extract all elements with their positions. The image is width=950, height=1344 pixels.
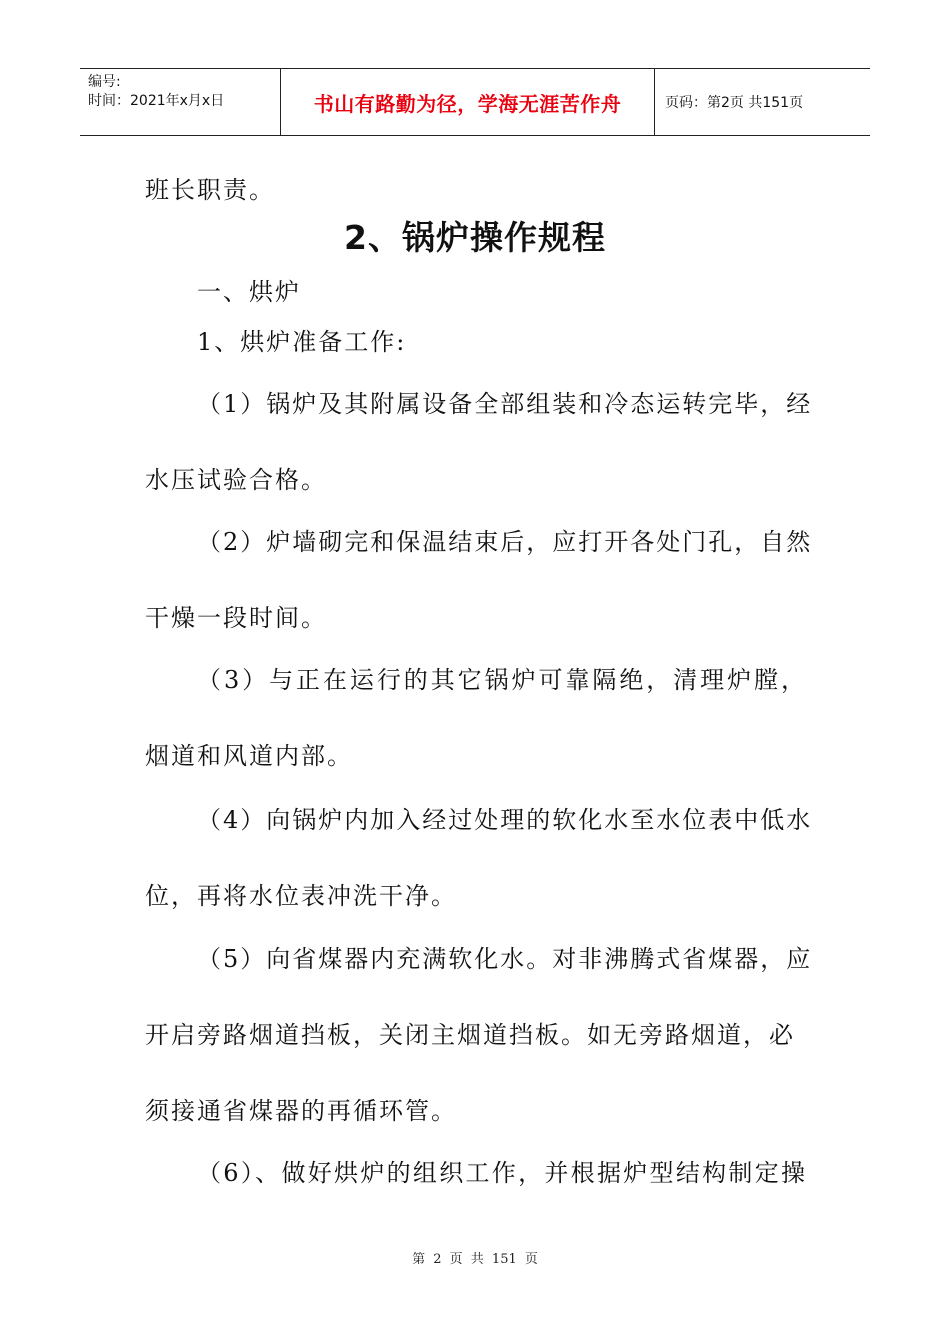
item-2-first-line: （2）炉墙砌完和保温结束后，应打开各处门孔，自然 — [197, 528, 813, 556]
item-3-first-line: （3）与正在运行的其它锅炉可靠隔绝，清理炉膛， — [197, 666, 807, 694]
header-motto: 书山有路勤为径，学海无涯苦作舟 — [281, 69, 655, 135]
intro-line: 班长职责。 — [145, 176, 275, 204]
item-3-continuation: 烟道和风道内部。 — [145, 742, 353, 770]
page-footer: 第 2 页 共 151 页 — [412, 1252, 538, 1267]
document-time-label: 时间：2021年x月x日 — [88, 93, 225, 109]
item-5-continuation-1: 开启旁路烟道挡板，关闭主烟道挡板。如无旁路烟道，必 — [145, 1021, 795, 1049]
item-4-first-line: （4）向锅炉内加入经过处理的软化水至水位表中低水 — [197, 806, 813, 834]
header-page-info: 页码：第2页 共151页 — [665, 95, 804, 111]
item-6-first-line: （6）、做好烘炉的组织工作，并根据炉型结构制定操 — [197, 1159, 807, 1187]
header-meta-cell — [80, 69, 281, 135]
document-header — [80, 68, 870, 136]
sub-heading: 1、烘炉准备工作: — [197, 328, 407, 356]
item-5-first-line: （5）向省煤器内充满软化水。对非沸腾式省煤器，应 — [197, 945, 813, 973]
section-title: 2、锅炉操作规程 — [344, 218, 606, 257]
document-number-label: 编号: — [88, 74, 121, 90]
item-1-first-line: （1）锅炉及其附属设备全部组装和冷态运转完毕，经 — [197, 390, 813, 418]
item-1-continuation: 水压试验合格。 — [145, 466, 327, 494]
section-heading: 一、烘炉 — [197, 278, 301, 306]
item-2-continuation: 干燥一段时间。 — [145, 604, 327, 632]
item-4-continuation: 位，再将水位表冲洗干净。 — [145, 882, 457, 910]
item-5-continuation-2: 须接通省煤器的再循环管。 — [145, 1097, 457, 1125]
